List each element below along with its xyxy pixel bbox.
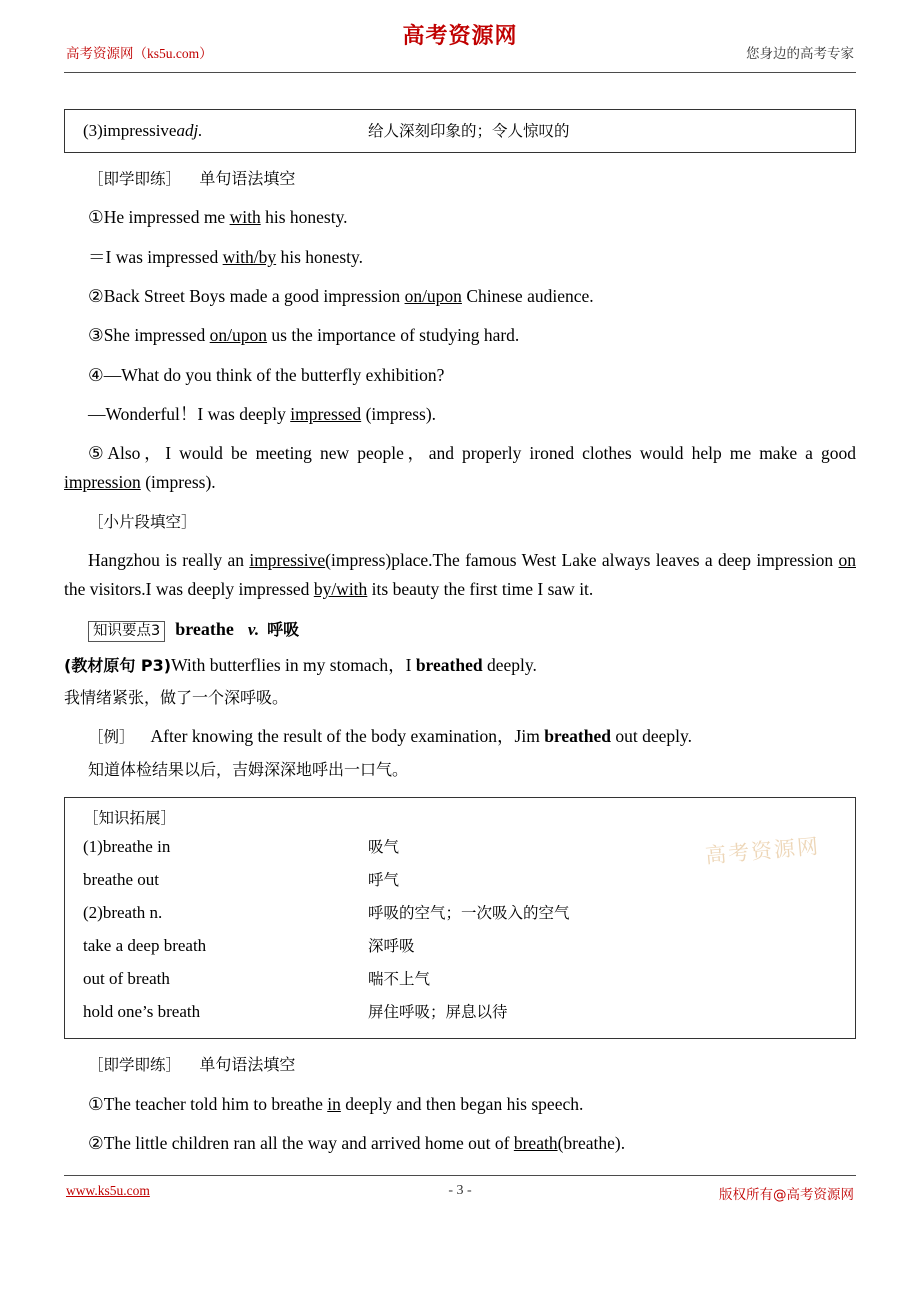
expansion-term: breathe out	[83, 869, 159, 889]
page-footer	[64, 1175, 856, 1206]
expansion-row	[83, 929, 837, 962]
knowledge-point-heading	[64, 617, 856, 640]
expansion-row	[83, 896, 837, 929]
textbook-label: (教材原句 P3)	[64, 656, 172, 676]
item-post: (breathe).	[557, 1133, 626, 1154]
expansion-box	[64, 797, 856, 1040]
item-num: ⑤	[88, 443, 108, 464]
practice1-label: ［即学即练］	[88, 170, 182, 188]
item-post: us the importance of studying hard.	[267, 325, 520, 346]
page-number: - 3 -	[448, 1183, 472, 1198]
item-post: deeply and then began his speech.	[340, 1093, 584, 1114]
passage-seg-3: (impress)place.The famous West Lake always leaves a deep impression	[325, 550, 839, 571]
header-slogan: 您身边的高考专家	[746, 46, 854, 62]
expansion-meaning: 深呼吸	[368, 937, 415, 956]
item-answer: in	[327, 1093, 341, 1114]
vocab-term-text: (3)impressive	[83, 120, 177, 140]
expansion-term	[83, 896, 368, 929]
item-num: ④	[88, 364, 104, 385]
textbook-bold: breathed	[415, 655, 483, 676]
knowledge-point-meaning: 呼吸	[267, 620, 300, 640]
header-site-name: 高考资源网（ks5u.com）	[66, 46, 213, 61]
example-sentence	[64, 722, 856, 750]
practice1-title: 单句语法填空	[199, 169, 296, 188]
passage-seg-4: on	[838, 550, 856, 571]
practice2-item-1	[64, 1090, 856, 1118]
textbook-post: deeply.	[482, 655, 537, 676]
item-post: his honesty.	[260, 207, 348, 228]
expansion-term: hold one’s breath	[83, 1002, 201, 1022]
expansion-meaning: 吸气	[368, 837, 400, 856]
expansion-meaning: 呼吸的空气；一次吸入的空气	[368, 903, 570, 922]
practice1-item-6	[64, 400, 856, 428]
page-header	[64, 0, 856, 73]
item-answer: impressed	[290, 404, 362, 425]
expansion-row	[83, 863, 837, 896]
item-pre: —What do you think of the butterfly exhibition?	[103, 364, 445, 385]
practice1-item-2	[64, 243, 856, 271]
practice2-title: 单句语法填空	[199, 1055, 296, 1075]
expansion-title: ［知识拓展］	[83, 808, 177, 827]
expansion-row	[83, 830, 837, 863]
vocab-meaning: 给人深刻印象的；令人惊叹的	[368, 121, 570, 140]
practice1-item-4	[64, 321, 856, 349]
practice2-item-2	[64, 1129, 856, 1157]
knowledge-point-word: breathe	[175, 619, 234, 640]
vocab-box	[64, 109, 856, 153]
item-answer: impression	[64, 471, 141, 492]
practice2-label: ［即学即练］	[88, 1056, 182, 1075]
item-num: ＝	[88, 246, 106, 267]
example-pre: After knowing the result of the body examination，Jim	[150, 726, 545, 747]
footer-copyright: 版权所有@高考资源网	[719, 1187, 854, 1203]
item-num: ③	[88, 325, 104, 346]
expansion-meaning: 屏住呼吸；屏息以待	[368, 1003, 508, 1022]
expansion-meaning: 呼气	[368, 870, 400, 889]
item-answer: with/by	[222, 246, 277, 267]
passage-seg-6: by/with	[313, 578, 368, 599]
item-pre: He impressed me	[103, 207, 230, 228]
expansion-row	[83, 995, 837, 1028]
footer-url[interactable]: www.ks5u.com	[66, 1183, 150, 1198]
item-pre: The teacher told him to breathe	[103, 1093, 328, 1114]
expansion-term: out of breath	[83, 969, 170, 989]
item-pre: Also，I would be meeting new people，and properly ironed clothes would help me make a good	[107, 443, 856, 464]
item-num: ②	[88, 286, 104, 307]
passage-seg-2: impressive	[249, 550, 326, 571]
passage-seg-5: the visitors.I was deeply impressed	[64, 578, 314, 599]
item-pre: The little children ran all the way and arrived home out of	[103, 1133, 514, 1154]
expansion-meaning: 喘不上气	[368, 970, 431, 989]
item-answer: with	[229, 207, 261, 228]
expansion-term-text: (2)breath n.	[83, 902, 163, 922]
expansion-term: (1)breathe in	[83, 836, 171, 856]
expansion-term: take a deep breath	[83, 936, 207, 956]
watermark: 高考资源网	[704, 834, 821, 868]
item-num: ①	[88, 207, 104, 228]
item-pre: —Wonderful！I was deeply	[88, 404, 291, 425]
knowledge-point-tag: 知识要点3	[88, 621, 165, 642]
vocab-pos: adj.	[176, 120, 203, 140]
item-answer: on/upon	[209, 325, 268, 346]
passage-seg-1: Hangzhou is really an	[88, 550, 250, 571]
item-post: his honesty.	[276, 246, 363, 267]
passage-label: ［小片段填空］	[88, 513, 197, 532]
vocab-term	[83, 115, 368, 147]
practice1-item-3	[64, 282, 856, 310]
item-num: ①	[88, 1093, 104, 1114]
item-answer: breath	[513, 1133, 558, 1154]
practice1-header	[64, 164, 856, 192]
textbook-pre: With butterflies in my stomach，I	[171, 655, 416, 676]
item-post: Chinese audience.	[461, 286, 594, 307]
item-post: (impress).	[140, 471, 216, 492]
textbook-translation: 我情绪紧张，做了一个深呼吸。	[64, 688, 289, 708]
practice1-item-1	[64, 203, 856, 231]
example-bold: breathed	[544, 726, 611, 747]
practice1-item-5	[64, 361, 856, 389]
textbook-sentence	[64, 651, 856, 679]
item-pre: She impressed	[103, 325, 210, 346]
example-translation: 知道体检结果以后，吉姆深深地呼出一口气。	[88, 759, 409, 779]
example-post: out deeply.	[610, 726, 692, 747]
passage-seg-7: its beauty the first time I saw it.	[367, 578, 594, 599]
item-num: ②	[88, 1133, 104, 1154]
example-label: ［例］	[88, 728, 135, 747]
header-title: 高考资源网	[402, 24, 518, 49]
item-pre: Back Street Boys made a good impression	[103, 286, 405, 307]
passage-text	[64, 546, 856, 603]
passage-label-row	[64, 507, 856, 535]
item-post: (impress).	[361, 404, 437, 425]
item-answer: on/upon	[404, 286, 462, 307]
expansion-row	[83, 962, 837, 995]
practice1-item-7	[64, 439, 856, 496]
item-pre: I was impressed	[105, 246, 223, 267]
practice2-header	[64, 1050, 856, 1078]
knowledge-point-pos: v.	[247, 620, 260, 640]
